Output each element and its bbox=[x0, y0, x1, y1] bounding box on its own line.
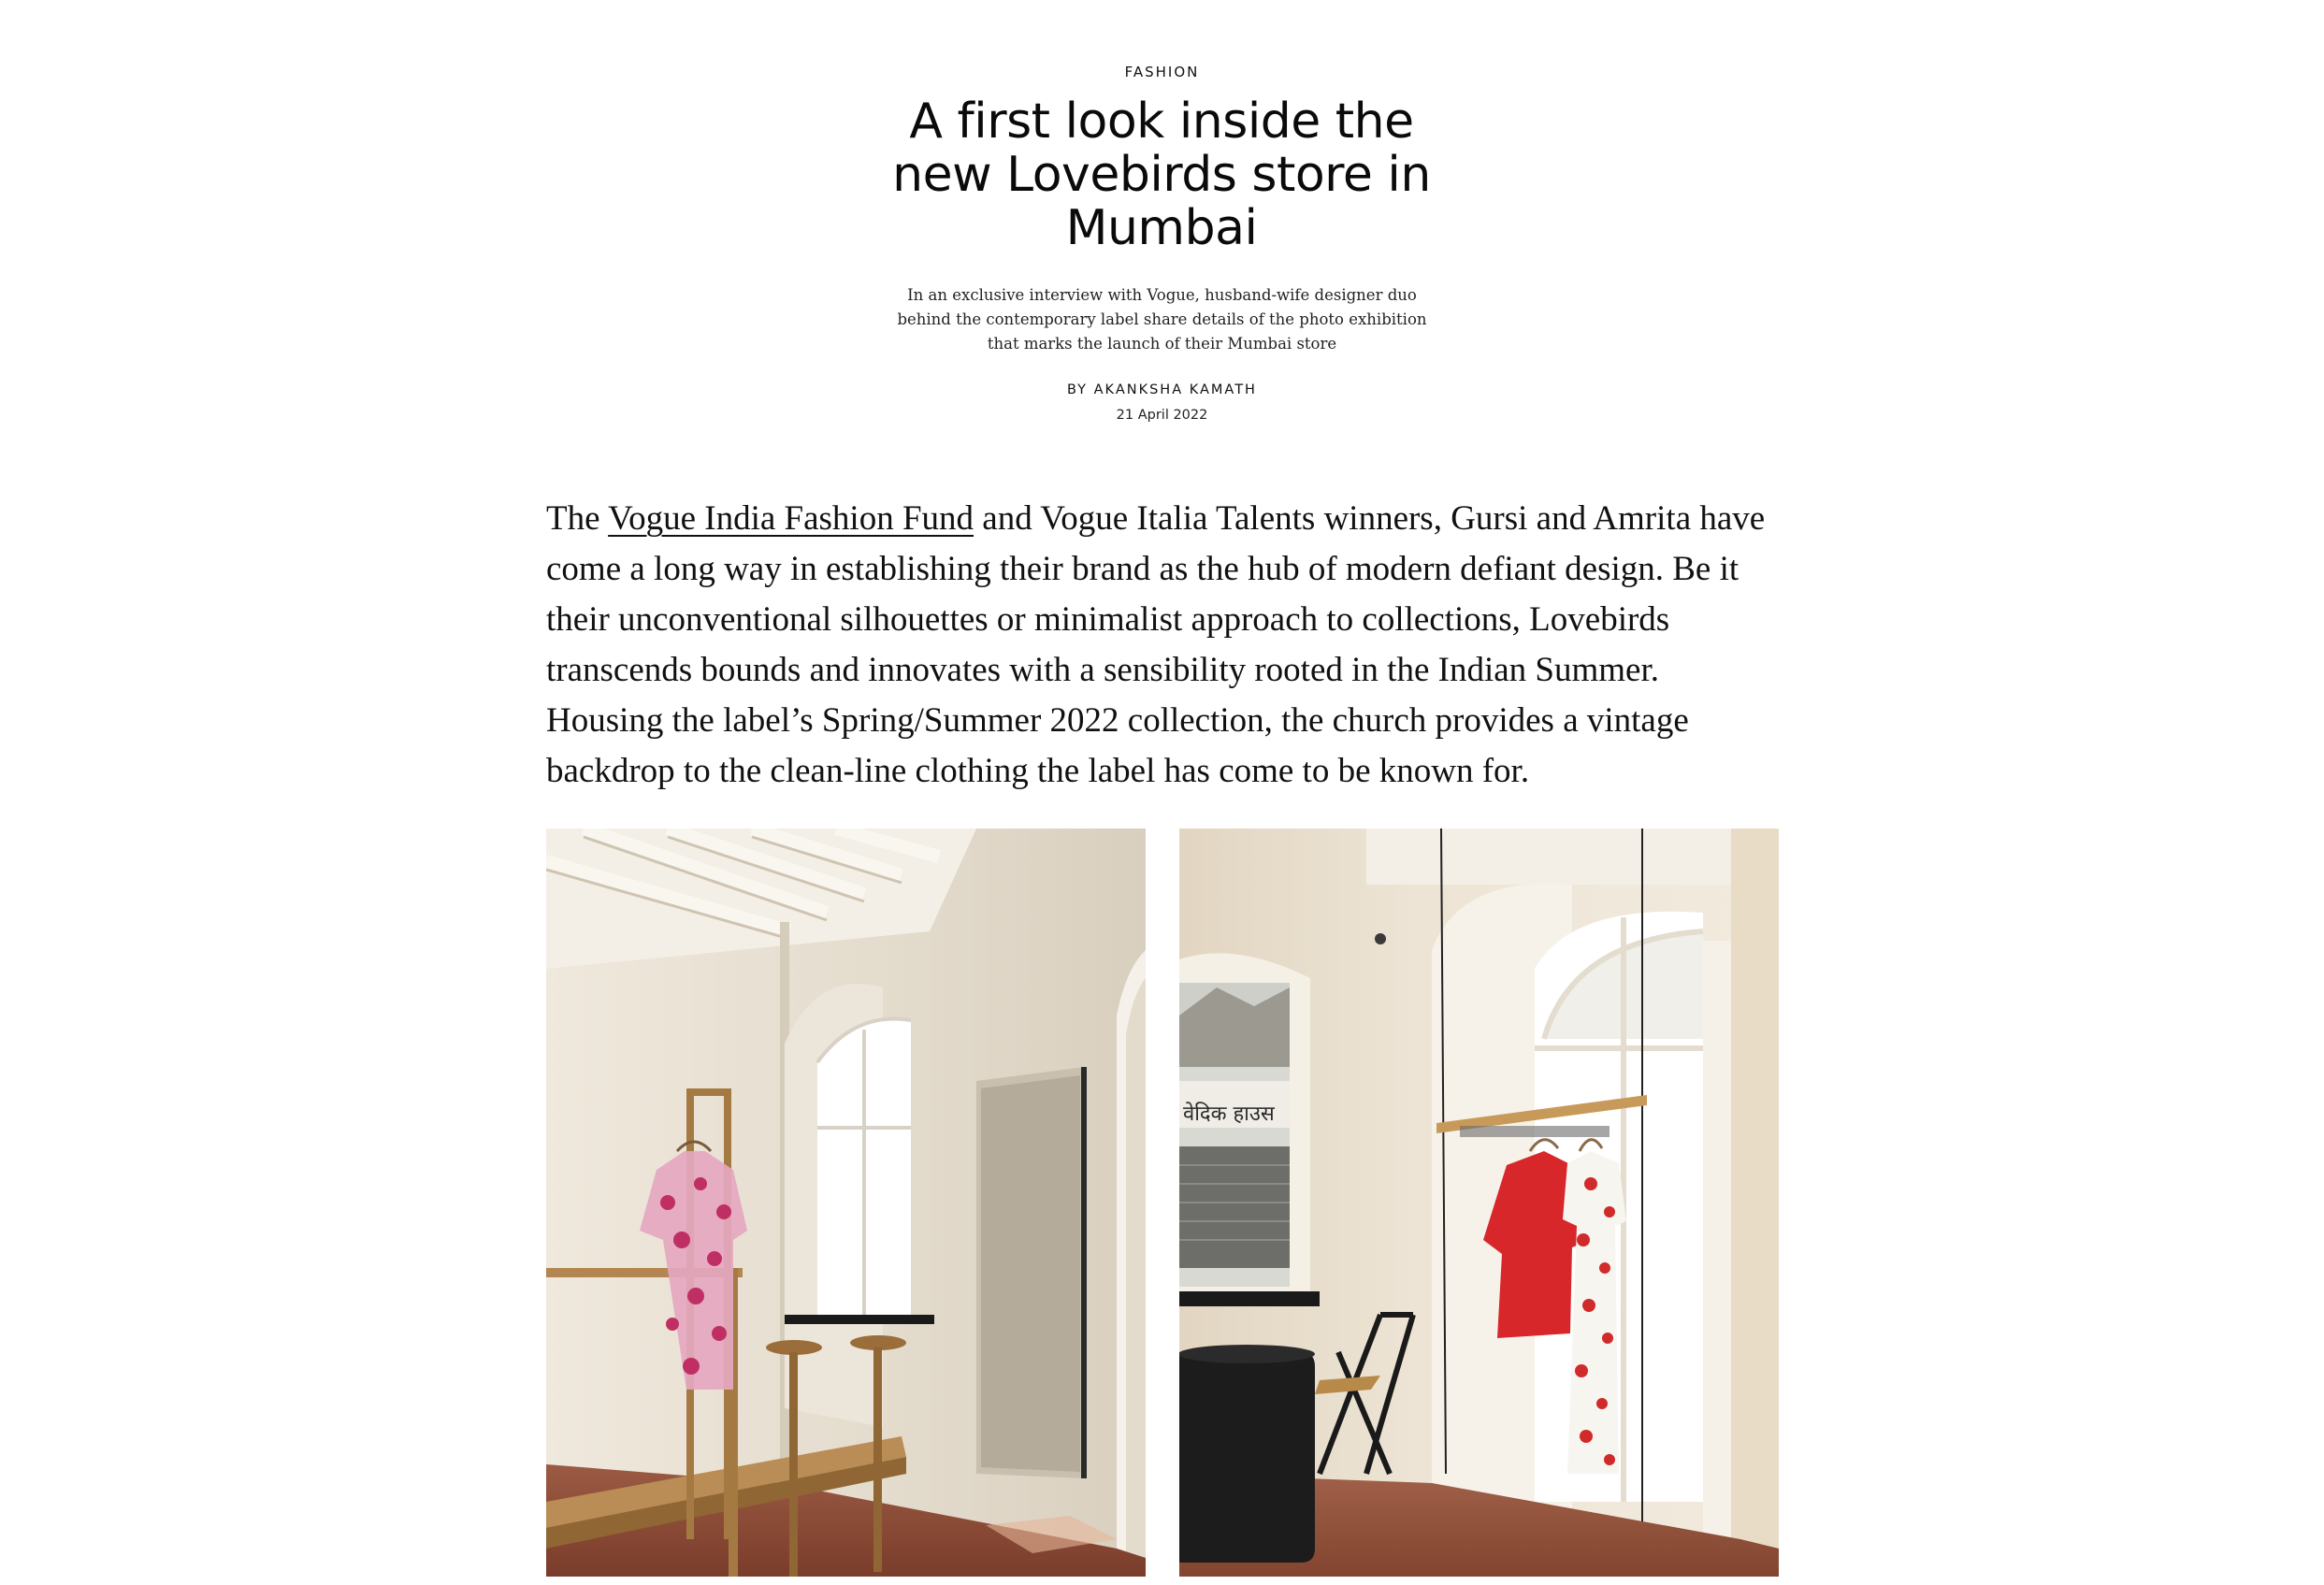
headline: A first look inside the new Lovebirds store in Mumbai bbox=[892, 94, 1431, 256]
window-sign-text: वेदिक हाउस bbox=[1183, 1102, 1275, 1126]
body-intro: The bbox=[546, 499, 600, 538]
store-interior-photo-right bbox=[1179, 829, 1779, 1577]
byline-prefix: BY bbox=[1067, 382, 1089, 397]
vogue-fund-link[interactable]: Vogue India Fashion Fund bbox=[608, 499, 974, 538]
dek: In an exclusive interview with Vogue, husband-wife designer duo behind the contemporary label share details of the photo exhibition that marks the launch of their Mumbai store bbox=[897, 286, 1427, 353]
byline bbox=[0, 382, 2324, 397]
body-rest: and Vogue Italia Talents winners, Gursi and Amrita have come a long way in establishing their brand as the hub of modern defiant design. Be it their unconventional silhouettes or minimalist approach to collections, Lovebirds transcends bounds and innovates with a sensibility rooted in the Indian Summer. Housing the label’s Spring/Summer 2022 collection, the church provides a vintage backdrop to the clean-line clothing the label has come to be known for. bbox=[546, 499, 1766, 790]
publish-date: 21 April 2022 bbox=[1116, 408, 1208, 423]
store-interior-photo-left bbox=[546, 829, 1146, 1577]
author-link[interactable]: AKANKSHA KAMATH bbox=[1093, 382, 1257, 397]
section-label[interactable]: FASHION bbox=[1124, 64, 1200, 80]
article-body bbox=[546, 494, 1781, 797]
